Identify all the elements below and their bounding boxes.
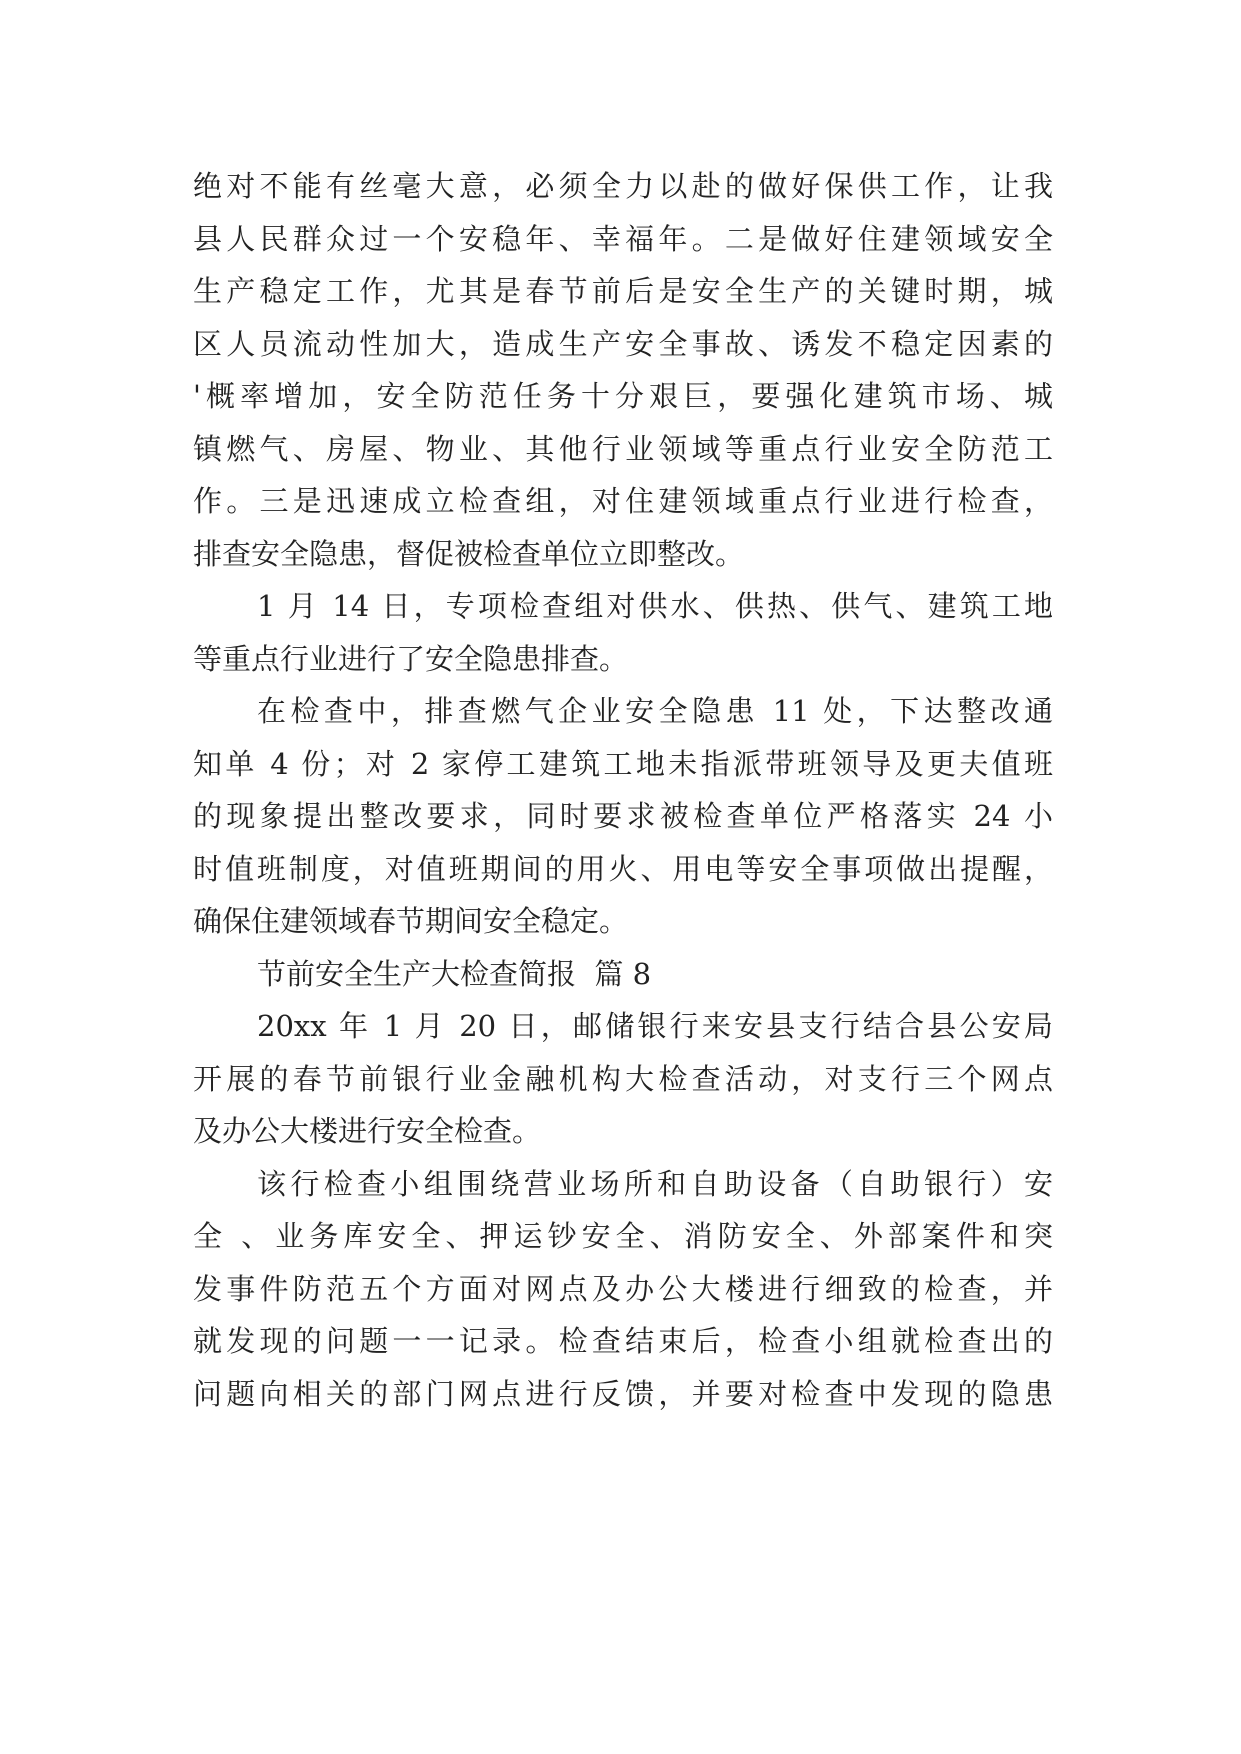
text-line: 1 月 14 日，专项检查组对供水、供热、供气、建筑工地 <box>257 589 1053 623</box>
document-body <box>193 160 1053 1420</box>
text-line: 20xx 年 1 月 20 日，邮储银行来安县支行结合县公安局 <box>257 1009 1053 1043</box>
text-line: 县人民群众过一个安稳年、幸福年。二是做好住建领域安全 <box>193 221 1053 256</box>
text-line: 问题向相关的部门网点进行反馈，并要对检查中发现的隐患 <box>193 1376 1053 1411</box>
text-line: 确保住建领域春节期间安全稳定。 <box>193 904 629 938</box>
text-line: 发事件防范五个方面对网点及办公大楼进行细致的检查，并 <box>193 1271 1053 1306</box>
text-line: 绝对不能有丝毫大意，必须全力以赴的做好保供工作，让我 <box>193 169 1053 203</box>
text-line: 及办公大楼进行安全检查。 <box>193 1114 542 1148</box>
text-line: 开展的春节前银行业金融机构大检查活动，对支行三个网点 <box>193 1061 1053 1096</box>
text-line: 生产稳定工作，尤其是春节前后是安全生产的关键时期，城 <box>193 274 1053 308</box>
text-line: 知单 4 份；对 2 家停工建筑工地未指派带班领导及更夫值班 <box>193 746 1053 781</box>
paragraph-5 <box>193 1158 1053 1421</box>
paragraph-3 <box>193 685 1053 948</box>
text-line: 等重点行业进行了安全隐患排查。 <box>193 641 629 676</box>
text-line: 在检查中，排查燃气企业安全隐患 11 处，下达整改通 <box>257 694 1053 728</box>
text-line: '概率增加，安全防范任务十分艰巨，要强化建筑市场、城 <box>193 379 1053 413</box>
text-line: 就发现的问题一一记录。检查结束后，检查小组就检查出的 <box>193 1324 1053 1358</box>
text-line: 时值班制度，对值班期间的用火、用电等安全事项做出提醒， <box>193 851 1053 886</box>
text-line: 的现象提出整改要求，同时要求被检查单位严格落实 24 小 <box>193 799 1053 833</box>
text-line: 镇燃气、房屋、物业、其他行业领域等重点行业安全防范工 <box>193 431 1053 466</box>
text-line: 该行检查小组围绕营业场所和自助设备（自助银行）安 <box>257 1166 1053 1201</box>
text-line: 排查安全隐患，督促被检查单位立即整改。 <box>193 536 745 571</box>
section-title: 节前安全生产大检查简报 篇 8 <box>257 956 652 991</box>
section-heading <box>193 948 1053 1001</box>
paragraph-4 <box>193 1000 1053 1158</box>
paragraph-1 <box>193 160 1053 580</box>
text-line: 区人员流动性加大，造成生产安全事故、诱发不稳定因素的 <box>193 326 1053 361</box>
text-line: 作。三是迅速成立检查组，对住建领域重点行业进行检查， <box>193 484 1053 518</box>
paragraph-2 <box>193 580 1053 685</box>
text-line: 全 、业务库安全、押运钞安全、消防安全、外部案件和突 <box>193 1219 1053 1253</box>
